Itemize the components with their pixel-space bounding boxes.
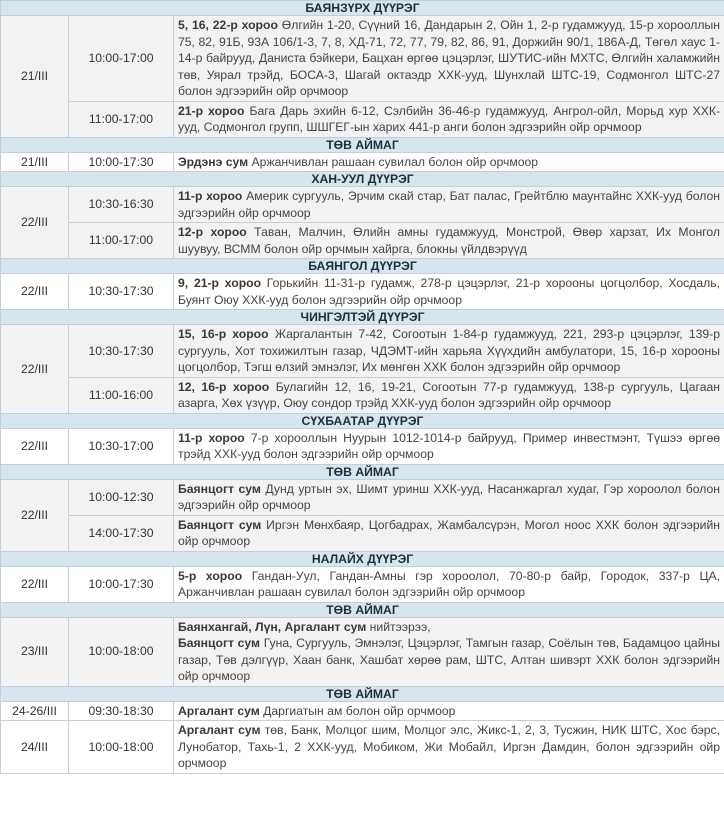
area-line	[178, 17, 720, 100]
area-name: Баянцогт сум	[178, 517, 262, 532]
area-line	[178, 103, 720, 136]
district-title: БАЯНГОЛ ДҮҮРЭГ	[1, 259, 724, 274]
outage-date: 21/III	[1, 152, 69, 172]
area-details: Таван, Малчин, Өлийн амны гудамжууд, Монстрой, Өвөр харзат, Их Монгол шуувуу, ВСММ болон ойр орчмын хайрга, блокны үйлдвэрүүд	[178, 225, 721, 256]
outage-date: 22/III	[1, 325, 69, 414]
area-name: 11-р хороо	[178, 189, 243, 203]
outage-area	[174, 16, 724, 102]
area-details: Булагийн 12, 16, 19-21, Согоотын 77-р гудамжууд, 138-р сургууль, Цагаан азарга, Хөх үзүүр, Оюу сондор трэйд ХХК-ууд болон эдгээрийн ойр орчмоор	[178, 379, 721, 410]
district-header	[1, 602, 724, 617]
schedule-row	[1, 721, 724, 774]
district-title: ТӨВ АЙМАГ	[1, 686, 724, 701]
district-header	[1, 551, 724, 566]
district-header	[1, 259, 724, 274]
outage-date: 22/III	[1, 566, 69, 602]
outage-area	[174, 617, 724, 686]
schedule-body	[1, 1, 724, 774]
area-details: Даргиатын ам болон ойр орчмоор	[259, 703, 456, 718]
area-line	[178, 224, 720, 257]
area-details: Гандан-Уул, Гандан-Амны гэр хороолол, 70-80-р байр, Городок, 337-р ЦА, Аржанчивлан рашаан сувилал болон эдгээрийн ойр орчмоор	[178, 568, 721, 599]
area-details: Аржанчивлан рашаан сувилал болон ойр орчмоор	[248, 154, 539, 169]
area-line	[178, 481, 720, 514]
outage-time: 10:00-18:00	[69, 617, 174, 686]
area-line	[178, 154, 720, 171]
district-header	[1, 137, 724, 152]
schedule-row	[1, 152, 724, 172]
area-name: Аргалант сум	[178, 723, 261, 737]
schedule-row	[1, 325, 724, 378]
schedule-row	[1, 187, 724, 223]
area-details: Горькийн 11-31-р гудамж, 278-р цэцэрлэг, 21-р хорооны цогцолбор, Хосдаль, Буянт Оюу ХХК-ууд болон эдгээрийн ойр орчмоор	[178, 276, 721, 307]
area-details: 7-р хорооллын Нуурын 1012-1014-р байрууд, Пример инвестмэнт, Түшээ өргөө трэйд ХХК-ууд болон эдгээрийн ойр орчмоор	[178, 430, 721, 461]
outage-area	[174, 515, 724, 551]
area-name: 12, 16-р хороо	[178, 379, 270, 394]
area-line	[178, 619, 720, 636]
area-details: Гуна, Сургууль, Эмнэлэг, Цэцэрлэг, Тамгын газар, Соёлын төв, Бадамцоо цайны газар, Төв дэлгүүр, Хаан банк, Хашбат хөрөө рам, ШТС, Алтан шивэрт ХХК болон эдгээрийн ойр орчмоор	[178, 636, 721, 683]
outage-date: 22/III	[1, 428, 69, 464]
outage-area	[174, 325, 724, 378]
outage-time: 11:00-17:00	[69, 101, 174, 137]
outage-time: 14:00-17:30	[69, 515, 174, 551]
outage-date: 21/III	[1, 16, 69, 138]
district-header	[1, 464, 724, 479]
area-line	[178, 379, 720, 412]
outage-time: 10:30-17:30	[69, 325, 174, 378]
outage-area	[174, 721, 724, 774]
area-name: 5-р хороо	[178, 568, 243, 583]
outage-area	[174, 274, 724, 310]
area-name: Баянцогт сум	[178, 636, 261, 650]
schedule-row	[1, 223, 724, 259]
outage-area	[174, 223, 724, 259]
schedule-row	[1, 515, 724, 551]
area-line	[178, 635, 720, 685]
outage-time: 09:30-18:30	[69, 701, 174, 721]
area-name: 9, 21-р хороо	[178, 276, 262, 290]
outage-time: 11:00-16:00	[69, 377, 174, 413]
area-details: Америк сургууль, Эрчим скай стар, Бат палас, Грейтблю маунтайнс ХХК-ууд болон эдгээрийн ойр орчмоор	[178, 189, 721, 220]
schedule-row	[1, 377, 724, 413]
schedule-row	[1, 617, 724, 686]
outage-area	[174, 187, 724, 223]
area-name: Эрдэнэ сум	[178, 154, 249, 169]
area-name: 11-р хороо	[178, 430, 245, 445]
outage-time: 10:30-16:30	[69, 187, 174, 223]
district-title: ХАН-УУЛ ДҮҮРЭГ	[1, 172, 724, 187]
district-header	[1, 1, 724, 16]
area-line	[178, 568, 720, 601]
outage-date: 24-26/III	[1, 701, 69, 721]
district-header	[1, 686, 724, 701]
schedule-row	[1, 101, 724, 137]
outage-date: 22/III	[1, 274, 69, 310]
outage-area	[174, 428, 724, 464]
schedule-row	[1, 479, 724, 515]
area-details: Жаргалантын 7-42, Согоотын 1-84-р гудамжууд, 221, 293-р цэцэрлэг, 139-р сургууль, Хот тохижилтын газар, ЧДЭМТ-ийн харьяа Хүүхдийн амбулатори, 15, 16-р хорооны цогцолбор, Тэгш өлзий эмнэлэг, Их мөнгөн ХХК болон эдгээрийн ойр орчмоор	[178, 327, 721, 374]
area-name: 12-р хороо	[178, 225, 247, 239]
area-details: төв, Банк, Молцог шим, Молцог элс, Жикс-1, 2, 3, Тусжин, НИК ШТС, Хос бэрс, Лунобатор, Тахь-1, 2 ХХК-ууд, Мобиком, Жи Мобайл, Иргэн Дамдин, болон эдгээрийн ойр орчмоор	[178, 723, 721, 770]
schedule-row	[1, 16, 724, 102]
outage-time: 10:00-17:00	[69, 16, 174, 102]
area-name: Баянхангай, Лүн, Аргалант сум	[178, 619, 367, 634]
district-header	[1, 413, 724, 428]
district-header	[1, 172, 724, 187]
area-details: Иргэн Мөнхбаяр, Цогбадрах, Жамбалсүрэн, Могол ноос ХХК болон эдгээрийн ойр орчмоор	[178, 517, 721, 548]
district-title: ТӨВ АЙМАГ	[1, 602, 724, 617]
outage-time: 10:00-17:30	[69, 152, 174, 172]
area-line	[178, 722, 720, 772]
outage-time: 10:30-17:30	[69, 274, 174, 310]
outage-date: 22/III	[1, 479, 69, 551]
schedule-row	[1, 566, 724, 602]
outage-time: 10:00-18:00	[69, 721, 174, 774]
area-details: нийтээрээ,	[366, 619, 431, 634]
outage-date: 22/III	[1, 187, 69, 259]
area-line	[178, 517, 720, 550]
district-title: БАЯНЗҮРХ ДҮҮРЭГ	[1, 1, 724, 16]
district-title: НАЛАЙХ ДҮҮРЭГ	[1, 551, 724, 566]
area-name: Аргалант сум	[178, 703, 260, 718]
outage-area	[174, 479, 724, 515]
area-name: 21-р хороо	[178, 103, 245, 118]
outage-date: 23/III	[1, 617, 69, 686]
outage-time: 10:00-17:30	[69, 566, 174, 602]
area-line	[178, 430, 720, 463]
area-details: Дунд уртын эх, Шимт уринш ХХК-ууд, Насанжаргал худаг, Гэр хороолол болон эдгээрийн ойр орчмоор	[178, 481, 721, 512]
outage-area	[174, 377, 724, 413]
area-details: Бага Дарь эхийн 6-12, Сэлбийн 36-46-р гудамжууд, Ангрол-ойл, Морьд хур ХХК-ууд, Содмонгол групп, ШШГЕГ-ын харих 441-р анги болон эдгээрийн ойр орчмоор	[178, 103, 721, 134]
schedule-row	[1, 428, 724, 464]
district-title: ЧИНГЭЛТЭЙ ДҮҮРЭГ	[1, 310, 724, 325]
district-title: СҮХБААТАР ДҮҮРЭГ	[1, 413, 724, 428]
area-name: 5, 16, 22-р хороо	[178, 18, 278, 32]
outage-area	[174, 152, 724, 172]
district-title: ТӨВ АЙМАГ	[1, 464, 724, 479]
outage-time: 10:00-12:30	[69, 479, 174, 515]
area-line	[178, 326, 720, 376]
area-line	[178, 703, 720, 720]
district-header	[1, 310, 724, 325]
outage-date: 24/III	[1, 721, 69, 774]
district-title: ТӨВ АЙМАГ	[1, 137, 724, 152]
area-line	[178, 188, 720, 221]
area-line	[178, 275, 720, 308]
schedule-row	[1, 701, 724, 721]
outage-area	[174, 566, 724, 602]
area-name: 15, 16-р хороо	[178, 327, 269, 341]
outage-time: 10:30-17:00	[69, 428, 174, 464]
outage-area	[174, 101, 724, 137]
area-details: Өлгийн 1-20, Сүүний 16, Дандарын 2, Ойн 1, 2-р гудамжууд, 15-р хорооллын 75, 82, 91Б, 93А 106/1-3, 7, 8, ХД-71, 72, 77, 79, 82, 86, 91, Доржийн 90/1, 186А-Д, Төгөл хаус 1-14-р байрууд, Даниста бэйкери, Бацхан өргөө цэцэрлэг, ШУТИС-ийн МХТС, Өлгийн халамжийн төв, Уярал трэйд, БОСА-3, Шагай октаэдр ХХК-ууд, Шунхлай ШТС-19, Содмонгол ШТС-27 болон эдгээрийн ойр орчмоор	[178, 18, 721, 98]
area-name: Баянцогт сум	[178, 481, 261, 496]
outage-area	[174, 701, 724, 721]
schedule-row	[1, 274, 724, 310]
outage-time: 11:00-17:00	[69, 223, 174, 259]
